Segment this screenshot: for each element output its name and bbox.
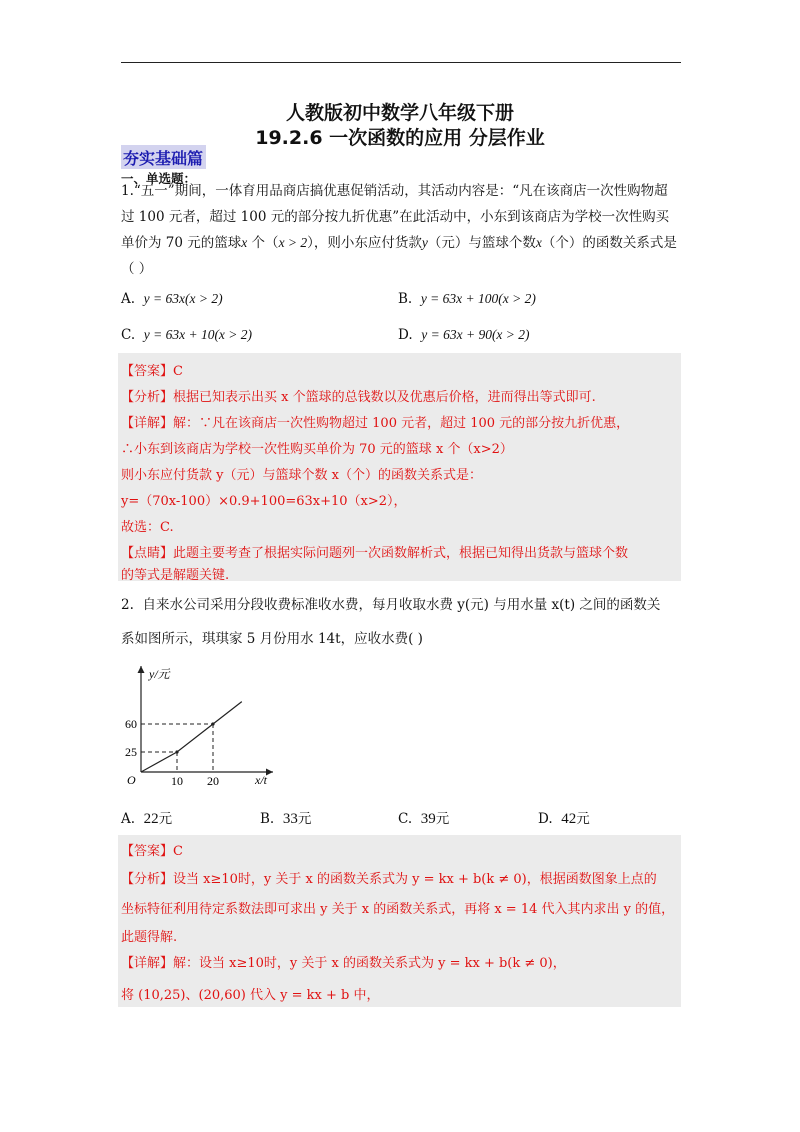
- section-badge: 夯实基础篇: [121, 145, 206, 169]
- q2-analysis-3: 此题得解.: [121, 930, 178, 945]
- top-rule: [121, 62, 681, 63]
- water-fee-chart: [121, 660, 281, 790]
- x-axis-label: x/t: [255, 773, 267, 787]
- data-point-1: [211, 722, 214, 725]
- q1-detail-1: 【详解】解：∵凡在该商店一次性购物超过 100 元者，超过 100 元的部分按九折优惠，: [121, 416, 630, 431]
- y-axis-label: y/元: [149, 667, 170, 681]
- question-1-stem: 1.“五一”期间，一体育用品商店搞优惠促销活动，其活动内容是：“凡在该商店一次性购物超过 100 元者，超过 100 元的部分按九折优惠”在此活动中，小东到该商店为学校一次性购买单价为 70 元的篮球x 个（x > 2），则小东应付货款y（元）与篮球个数x（个）的函数关系式是（ ）: [121, 183, 677, 277]
- q2-answer-box: [118, 835, 681, 1007]
- question-2-stem-line-2: 系如图所示，琪琪家 5 月份用水 14t，应收水费( ): [121, 631, 423, 647]
- x-tick-label-1: 20: [207, 774, 219, 788]
- question-number: 1.: [121, 183, 134, 199]
- q1-option-d[interactable]: D. y = 63x + 90(x > 2): [398, 327, 530, 343]
- y-tick-label-0: 25: [125, 745, 137, 759]
- q1-answer: 【答案】C: [121, 364, 183, 379]
- q1-detail-2: ∴小东到该商店为学校一次性购买单价为 70 元的篮球 x 个（x>2）: [121, 442, 513, 457]
- q2-option-c[interactable]: C. 39元: [398, 811, 450, 827]
- q1-comment-1: 【点睛】此题主要考查了根据实际问题列一次函数解析式，根据已知得出货款与篮球个数: [121, 546, 629, 561]
- q1-detail-3: 则小东应付货款 y（元）与篮球个数 x（个）的函数关系式是：: [121, 468, 482, 483]
- q2-analysis-1: 【分析】设当 x≥10时，y 关于 x 的函数关系式为 y = kx + b(k ≠ 0)，根据函数图象上点的: [121, 872, 657, 887]
- q2-analysis-2: 坐标特征利用待定系数法即可求出 y 关于 x 的函数关系式，再将 x = 14 代入其内求出 y 的值，: [121, 902, 675, 917]
- q2-option-a[interactable]: A. 22元: [121, 811, 173, 827]
- q1-option-c[interactable]: C. y = 63x + 10(x > 2): [121, 327, 253, 343]
- q2-detail-1: 【详解】解：设当 x≥10时，y 关于 x 的函数关系式为 y = kx + b(k ≠ 0)，: [121, 956, 566, 971]
- data-point-0: [175, 750, 178, 753]
- q2-option-d[interactable]: D. 42元: [538, 811, 590, 827]
- x-tick-label-0: 10: [171, 774, 183, 788]
- fee-line-series: [141, 702, 242, 772]
- origin-label: O: [127, 773, 136, 787]
- q1-detail-5: 故选：C.: [121, 520, 174, 535]
- q1-comment-2: 的等式是解题关键.: [121, 568, 230, 583]
- q1-option-b[interactable]: B. y = 63x + 100(x > 2): [398, 291, 536, 307]
- q2-detail-2: 将 (10,25)、(20,60) 代入 y = kx + b 中，: [121, 988, 380, 1003]
- q2-option-b[interactable]: B. 33元: [260, 811, 312, 827]
- q1-analysis: 【分析】根据已知表示出买 x 个篮球的总钱数以及优惠后价格，进而得出等式即可.: [121, 390, 596, 405]
- q1-detail-4: y=（70x-100）×0.9+100=63x+10（x>2），: [121, 494, 407, 509]
- y-tick-label-1: 60: [125, 717, 137, 731]
- doc-subtitle: 19.2.6 一次函数的应用 分层作业: [255, 127, 545, 149]
- q1-option-a[interactable]: A. y = 63x(x > 2): [121, 291, 223, 307]
- section-heading: 一、单选题：: [121, 171, 197, 186]
- q2-answer: 【答案】C: [121, 844, 183, 859]
- doc-title: 人教版初中数学八年级下册: [285, 102, 514, 124]
- question-2-stem-line-1: 2. 自来水公司采用分段收费标准收水费，每月收取水费 y(元) 与用水量 x(t) 之间的函数关: [121, 597, 661, 613]
